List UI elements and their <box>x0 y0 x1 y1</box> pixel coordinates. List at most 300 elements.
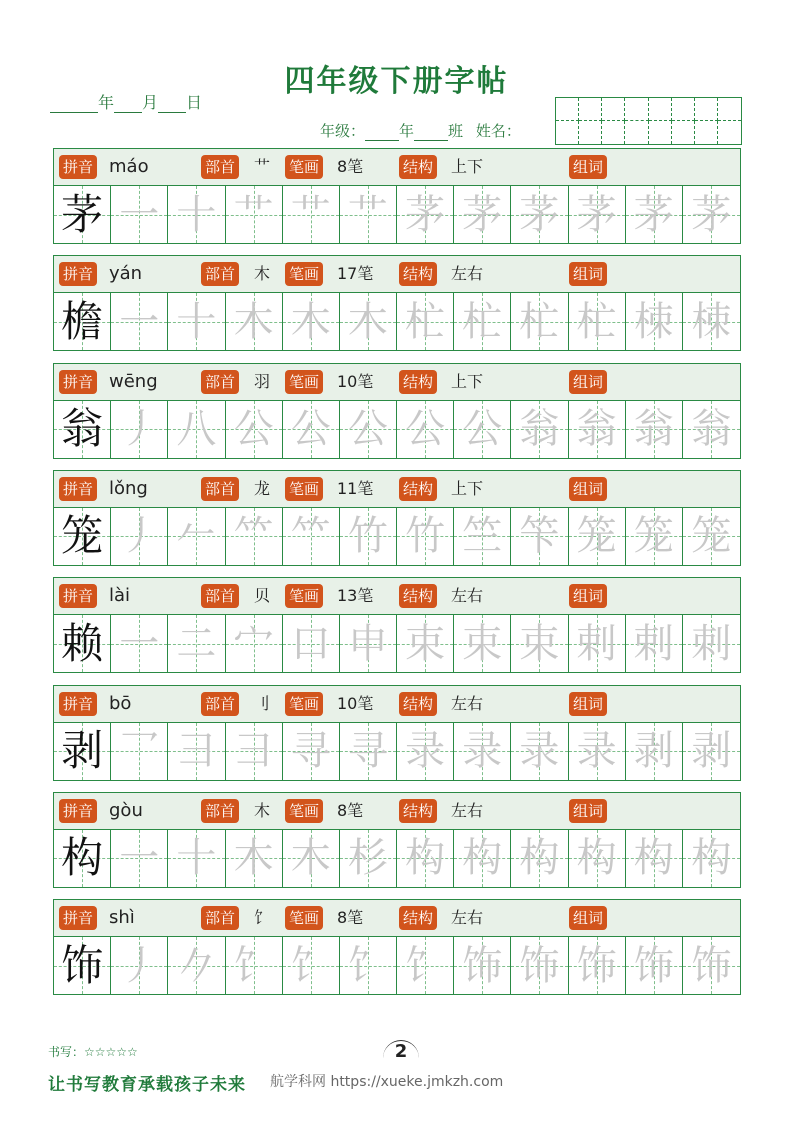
trace-char: 乛 <box>119 728 160 774</box>
trace-char: 饣 <box>405 942 446 989</box>
trace-char: 公 <box>347 406 388 453</box>
trace-char: 笇 <box>519 513 560 560</box>
trace-cell[interactable] <box>454 508 511 565</box>
trace-char: 一 <box>119 620 160 667</box>
trace-cell[interactable] <box>168 508 225 565</box>
words-tag: 组词 <box>569 584 607 608</box>
trace-cell[interactable] <box>511 401 568 458</box>
trace-char: 录 <box>519 728 560 774</box>
trace-cell[interactable] <box>397 293 454 350</box>
strokes-value: 10笔 <box>337 693 374 713</box>
trace-char: 𥫗 <box>290 513 331 560</box>
writing-rating: 书写：☆☆☆☆☆ <box>48 1045 138 1059</box>
trace-cell[interactable] <box>626 401 683 458</box>
words-tag: 组词 <box>569 477 607 501</box>
strokes-value: 8笔 <box>337 157 364 176</box>
trace-char: 翁 <box>691 406 732 453</box>
trace-char: 十 <box>176 298 217 345</box>
trace-char: 十 <box>176 191 217 238</box>
model-char: 构 <box>61 833 104 883</box>
words-tag: 组词 <box>569 799 607 823</box>
strokes-tag: 笔画 <box>285 477 323 501</box>
pinyin-value: bō <box>109 692 132 714</box>
trace-cell[interactable] <box>226 508 283 565</box>
structure-value: 上下 <box>451 371 484 391</box>
trace-cell[interactable] <box>511 293 568 350</box>
pinyin-tag: 拼音 <box>59 799 97 823</box>
trace-cell[interactable] <box>683 186 740 243</box>
char-info-bar <box>53 148 741 185</box>
trace-char: 栜 <box>691 298 732 345</box>
class-line <box>320 120 521 141</box>
trace-cell[interactable] <box>168 830 225 887</box>
pinyin-value: lǒng <box>109 477 148 499</box>
char-block <box>53 792 741 888</box>
trace-cell[interactable] <box>683 615 740 672</box>
char-block <box>53 685 741 781</box>
radical-value: 刂 <box>254 693 271 713</box>
trace-cell[interactable] <box>283 293 340 350</box>
structure-tag: 结构 <box>399 906 437 930</box>
trace-char: 录 <box>405 728 446 774</box>
radical-tag: 部首 <box>201 477 239 501</box>
trace-cell[interactable] <box>111 937 168 994</box>
trace-char: 饣 <box>347 942 388 989</box>
page-number: 2 <box>383 1040 419 1071</box>
trace-cell[interactable] <box>226 615 283 672</box>
trace-char: 录 <box>576 728 617 774</box>
trace-cell[interactable] <box>283 937 340 994</box>
model-char: 赖 <box>61 618 104 668</box>
trace-char: 寻 <box>347 728 388 774</box>
structure-value: 上下 <box>451 157 484 176</box>
strokes-value: 10笔 <box>337 371 374 391</box>
trace-cell[interactable] <box>454 830 511 887</box>
pinyin-tag: 拼音 <box>59 692 97 716</box>
trace-cell[interactable] <box>511 830 568 887</box>
pinyin-tag: 拼音 <box>59 584 97 608</box>
char-block <box>53 470 741 566</box>
char-info-bar <box>53 899 741 936</box>
trace-cell[interactable] <box>168 615 225 672</box>
trace-char: 杧 <box>576 298 617 345</box>
char-info-bar <box>53 685 741 722</box>
radical-value: 贝 <box>254 586 271 606</box>
char-block <box>53 148 741 244</box>
writing-row <box>53 722 741 781</box>
trace-char: 艹 <box>233 191 274 238</box>
trace-cell[interactable] <box>111 508 168 565</box>
strokes-tag: 笔画 <box>285 584 323 608</box>
strokes-tag: 笔画 <box>285 155 323 179</box>
trace-cell[interactable] <box>511 615 568 672</box>
trace-char: 杧 <box>519 298 560 345</box>
words-tag: 组词 <box>569 155 607 179</box>
trace-char: 构 <box>633 835 674 882</box>
radical-tag: 部首 <box>201 262 239 286</box>
pinyin-value: máo <box>109 156 149 177</box>
trace-char: 公 <box>462 406 503 453</box>
trace-cell[interactable] <box>683 937 740 994</box>
trace-cell[interactable] <box>283 830 340 887</box>
trace-char: 竹 <box>405 513 446 560</box>
trace-cell[interactable] <box>283 615 340 672</box>
strokes-tag: 笔画 <box>285 262 323 286</box>
trace-cell[interactable] <box>111 293 168 350</box>
model-char-cell <box>54 937 111 994</box>
trace-cell[interactable] <box>454 937 511 994</box>
writing-row <box>53 829 741 888</box>
trace-char: 翁 <box>576 406 617 453</box>
trace-char: 彐 <box>176 728 217 774</box>
trace-cell[interactable] <box>683 830 740 887</box>
trace-char: 木 <box>290 298 331 345</box>
writing-row <box>53 292 741 351</box>
class-year-label: 年 <box>399 122 415 140</box>
writing-row <box>53 614 741 673</box>
strokes-value: 17笔 <box>337 264 374 284</box>
trace-cell[interactable] <box>397 830 454 887</box>
trace-cell[interactable] <box>226 830 283 887</box>
trace-cell[interactable] <box>569 401 626 458</box>
day-label: 日 <box>186 93 203 112</box>
name-grid[interactable] <box>555 97 742 145</box>
trace-cell[interactable] <box>569 830 626 887</box>
trace-char: 木 <box>233 835 274 882</box>
radical-value: 木 <box>254 800 271 820</box>
trace-cell[interactable] <box>683 401 740 458</box>
trace-cell[interactable] <box>283 186 340 243</box>
trace-cell[interactable] <box>168 723 225 780</box>
model-char: 笼 <box>61 511 104 561</box>
trace-char: 笼 <box>633 513 674 560</box>
trace-cell[interactable] <box>340 830 397 887</box>
trace-cell[interactable] <box>683 508 740 565</box>
trace-cell[interactable] <box>340 186 397 243</box>
structure-value: 左右 <box>451 264 484 284</box>
words-tag: 组词 <box>569 370 607 394</box>
trace-cell[interactable] <box>569 508 626 565</box>
trace-char: 束 <box>519 620 560 667</box>
pinyin-tag: 拼音 <box>59 155 97 179</box>
char-info-bar <box>53 577 741 614</box>
trace-cell[interactable] <box>111 830 168 887</box>
trace-char: 茅 <box>519 191 560 238</box>
radical-tag: 部首 <box>201 692 239 716</box>
trace-cell[interactable] <box>626 723 683 780</box>
trace-char: 饣 <box>290 942 331 989</box>
radical-tag: 部首 <box>201 906 239 930</box>
char-block <box>53 255 741 351</box>
trace-char: 茅 <box>405 191 446 238</box>
pinyin-value: wēng <box>109 370 158 392</box>
strokes-value: 8笔 <box>337 908 364 928</box>
trace-cell[interactable] <box>683 723 740 780</box>
trace-char: 竹 <box>347 513 388 560</box>
trace-char: 茅 <box>576 191 617 238</box>
structure-tag: 结构 <box>399 370 437 394</box>
model-char-cell <box>54 830 111 887</box>
trace-cell[interactable] <box>340 615 397 672</box>
trace-cell[interactable] <box>168 401 225 458</box>
trace-char: 构 <box>576 835 617 882</box>
words-tag: 组词 <box>569 906 607 930</box>
trace-char: 剌 <box>576 620 617 667</box>
radical-value: 艹 <box>254 157 271 176</box>
trace-cell[interactable] <box>397 401 454 458</box>
structure-tag: 结构 <box>399 584 437 608</box>
trace-cell[interactable] <box>283 508 340 565</box>
month-label: 月 <box>142 93 159 112</box>
pinyin-tag: 拼音 <box>59 906 97 930</box>
radical-value: 羽 <box>254 371 271 391</box>
trace-char: 茅 <box>633 191 674 238</box>
trace-cell[interactable] <box>569 186 626 243</box>
pinyin-tag: 拼音 <box>59 370 97 394</box>
model-char-cell <box>54 723 111 780</box>
char-info-bar <box>53 470 741 507</box>
trace-char: 栜 <box>633 298 674 345</box>
trace-char: 束 <box>462 620 503 667</box>
trace-cell[interactable] <box>111 186 168 243</box>
radical-tag: 部首 <box>201 155 239 179</box>
trace-char: 木 <box>290 835 331 882</box>
structure-tag: 结构 <box>399 692 437 716</box>
trace-char: 饰 <box>576 942 617 989</box>
trace-char: 宀 <box>233 620 274 667</box>
writing-row <box>53 936 741 995</box>
radical-tag: 部首 <box>201 799 239 823</box>
trace-cell[interactable] <box>569 723 626 780</box>
trace-cell[interactable] <box>111 615 168 672</box>
trace-char: 艹 <box>347 191 388 238</box>
trace-char: 十 <box>176 835 217 882</box>
trace-char: 丿 <box>119 942 160 989</box>
strokes-tag: 笔画 <box>285 799 323 823</box>
trace-cell[interactable] <box>454 293 511 350</box>
slogan: 让书写教育承载孩子未来 <box>48 1075 246 1095</box>
trace-cell[interactable] <box>511 937 568 994</box>
trace-char: 杉 <box>347 835 388 882</box>
trace-char: 竺 <box>462 513 503 560</box>
date-line <box>50 90 202 113</box>
trace-char: 丿 <box>119 406 160 453</box>
trace-cell[interactable] <box>626 615 683 672</box>
grade-label: 年级： <box>320 122 366 140</box>
trace-char: 剥 <box>691 728 732 774</box>
trace-char: 公 <box>290 406 331 453</box>
trace-char: 构 <box>519 835 560 882</box>
trace-cell[interactable] <box>168 937 225 994</box>
model-char: 剥 <box>61 726 104 775</box>
strokes-value: 11笔 <box>337 478 374 498</box>
trace-cell[interactable] <box>511 508 568 565</box>
trace-cell[interactable] <box>626 830 683 887</box>
trace-char: 翁 <box>633 406 674 453</box>
trace-char: 饣 <box>233 942 274 989</box>
trace-cell[interactable] <box>168 293 225 350</box>
trace-char: 茅 <box>691 191 732 238</box>
trace-cell[interactable] <box>111 723 168 780</box>
trace-cell[interactable] <box>340 401 397 458</box>
structure-tag: 结构 <box>399 262 437 286</box>
trace-char: 剥 <box>633 728 674 774</box>
trace-cell[interactable] <box>283 723 340 780</box>
trace-cell[interactable] <box>683 293 740 350</box>
char-info-bar <box>53 255 741 292</box>
trace-cell[interactable] <box>454 401 511 458</box>
trace-cell[interactable] <box>397 723 454 780</box>
trace-char: 笼 <box>691 513 732 560</box>
model-char: 檐 <box>61 296 104 346</box>
pinyin-value: yán <box>109 263 143 285</box>
trace-char: 刺 <box>691 620 732 667</box>
pinyin-value: lài <box>109 585 131 607</box>
trace-char: 一 <box>119 191 160 238</box>
watermark: 航学科网 https://xueke.jmkzh.com <box>270 1074 504 1090</box>
name-label: 姓名： <box>475 122 521 140</box>
trace-char: 构 <box>691 835 732 882</box>
page-title: 四年级下册字帖 <box>284 64 509 99</box>
structure-tag: 结构 <box>399 477 437 501</box>
model-char-cell <box>54 186 111 243</box>
words-tag: 组词 <box>569 262 607 286</box>
strokes-value: 8笔 <box>337 800 364 820</box>
trace-cell[interactable] <box>511 723 568 780</box>
trace-char: 饰 <box>519 942 560 989</box>
structure-tag: 结构 <box>399 155 437 179</box>
trace-char: 饰 <box>462 942 503 989</box>
trace-cell[interactable] <box>340 508 397 565</box>
trace-char: 构 <box>405 835 446 882</box>
model-char: 饰 <box>61 940 104 990</box>
trace-cell[interactable] <box>454 615 511 672</box>
trace-char: 公 <box>233 406 274 453</box>
char-info-bar <box>53 363 741 400</box>
char-info-bar <box>53 792 741 829</box>
trace-cell[interactable] <box>397 937 454 994</box>
trace-char: 剌 <box>633 620 674 667</box>
radical-value: 饣 <box>254 908 271 928</box>
trace-char: 翁 <box>519 406 560 453</box>
trace-cell[interactable] <box>397 508 454 565</box>
structure-value: 左右 <box>451 693 484 713</box>
radical-tag: 部首 <box>201 370 239 394</box>
model-char: 翁 <box>61 404 104 454</box>
trace-cell[interactable] <box>454 186 511 243</box>
trace-char: 笼 <box>576 513 617 560</box>
trace-cell[interactable] <box>626 293 683 350</box>
strokes-value: 13笔 <box>337 586 374 606</box>
trace-cell[interactable] <box>397 615 454 672</box>
structure-value: 左右 <box>451 800 484 820</box>
trace-cell[interactable] <box>226 937 283 994</box>
words-tag: 组词 <box>569 692 607 716</box>
trace-cell[interactable] <box>168 186 225 243</box>
trace-cell[interactable] <box>340 937 397 994</box>
structure-value: 左右 <box>451 586 484 606</box>
strokes-tag: 笔画 <box>285 370 323 394</box>
pinyin-value: gòu <box>109 799 143 821</box>
trace-cell[interactable] <box>569 937 626 994</box>
trace-char: 彐 <box>233 728 274 774</box>
trace-char: 𥫗 <box>233 513 274 560</box>
trace-cell[interactable] <box>626 186 683 243</box>
model-char-cell <box>54 615 111 672</box>
trace-cell[interactable] <box>454 723 511 780</box>
trace-char: 八 <box>176 406 217 453</box>
model-char-cell <box>54 508 111 565</box>
trace-cell[interactable] <box>226 401 283 458</box>
trace-cell[interactable] <box>626 508 683 565</box>
model-char-cell <box>54 293 111 350</box>
writing-row <box>53 185 741 244</box>
trace-char: 饰 <box>633 942 674 989</box>
trace-char: 𠂉 <box>176 513 217 560</box>
trace-char: 构 <box>462 835 503 882</box>
class-label: 班 <box>448 122 464 140</box>
trace-char: 寻 <box>290 728 331 774</box>
trace-cell[interactable] <box>626 937 683 994</box>
char-block <box>53 577 741 673</box>
radical-tag: 部首 <box>201 584 239 608</box>
trace-char: 口 <box>290 620 331 667</box>
trace-cell[interactable] <box>397 186 454 243</box>
trace-char: 杧 <box>405 298 446 345</box>
trace-char: 一 <box>119 298 160 345</box>
year-label: 年 <box>98 93 115 112</box>
trace-char: 申 <box>347 620 388 667</box>
char-block <box>53 363 741 459</box>
strokes-tag: 笔画 <box>285 692 323 716</box>
trace-char: 木 <box>347 298 388 345</box>
pinyin-tag: 拼音 <box>59 477 97 501</box>
trace-cell[interactable] <box>226 293 283 350</box>
char-block <box>53 899 741 995</box>
trace-cell[interactable] <box>569 293 626 350</box>
trace-cell[interactable] <box>511 186 568 243</box>
trace-char: 二 <box>176 620 217 667</box>
model-char-cell <box>54 401 111 458</box>
trace-cell[interactable] <box>340 723 397 780</box>
radical-value: 龙 <box>254 478 271 498</box>
pinyin-value: shì <box>109 907 135 929</box>
trace-char: 艹 <box>290 191 331 238</box>
trace-char: 木 <box>233 298 274 345</box>
trace-cell[interactable] <box>226 186 283 243</box>
model-char: 茅 <box>61 189 104 239</box>
trace-cell[interactable] <box>340 293 397 350</box>
trace-char: 束 <box>405 620 446 667</box>
trace-char: 茅 <box>462 191 503 238</box>
structure-value: 左右 <box>451 908 484 928</box>
radical-value: 木 <box>254 264 271 284</box>
trace-cell[interactable] <box>226 723 283 780</box>
trace-char: 录 <box>462 728 503 774</box>
trace-char: 杧 <box>462 298 503 345</box>
structure-tag: 结构 <box>399 799 437 823</box>
structure-value: 上下 <box>451 478 484 498</box>
trace-char: 公 <box>405 406 446 453</box>
trace-cell[interactable] <box>111 401 168 458</box>
trace-char: 一 <box>119 835 160 882</box>
writing-row <box>53 507 741 566</box>
trace-cell[interactable] <box>283 401 340 458</box>
trace-cell[interactable] <box>569 615 626 672</box>
trace-char: 𠂊 <box>176 942 217 989</box>
writing-row <box>53 400 741 459</box>
pinyin-tag: 拼音 <box>59 262 97 286</box>
